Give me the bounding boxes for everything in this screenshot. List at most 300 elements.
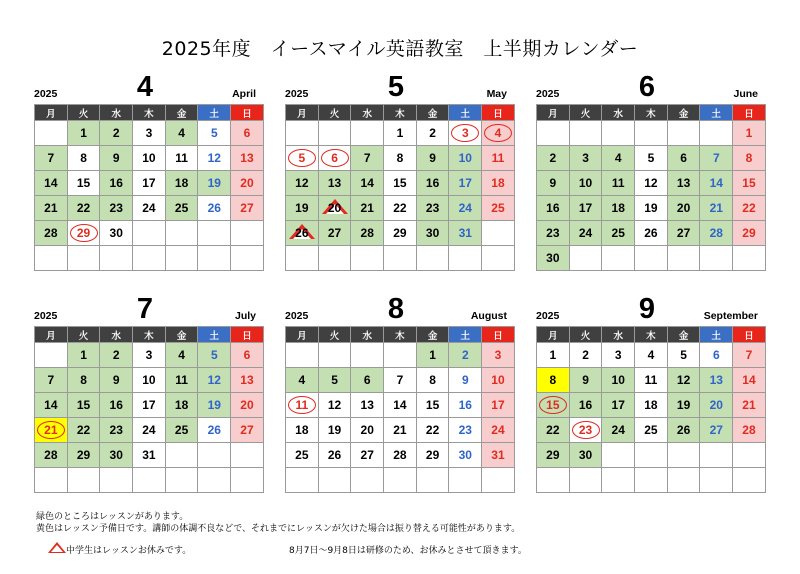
day-number: 20 xyxy=(240,398,254,412)
day-cell xyxy=(700,343,733,368)
day-number: 10 xyxy=(491,373,505,387)
day-number: 20 xyxy=(327,201,342,215)
day-number: 16 xyxy=(578,398,593,412)
week-row xyxy=(35,393,264,418)
week-row xyxy=(35,418,264,443)
day-wrap xyxy=(208,151,221,165)
day-number: 7 xyxy=(363,151,371,165)
empty-cell xyxy=(35,246,68,271)
note-triangle: 中学生はレッスンお休みです。 xyxy=(66,546,192,556)
day-cell xyxy=(100,368,133,393)
day-wrap xyxy=(393,226,406,240)
empty-cell xyxy=(667,443,700,468)
empty-cell xyxy=(569,468,602,493)
day-number: 13 xyxy=(676,176,691,190)
day-wrap xyxy=(244,348,251,362)
day-number: 30 xyxy=(425,226,440,240)
week-row xyxy=(35,121,264,146)
day-wrap xyxy=(240,423,253,437)
day-wrap xyxy=(208,373,221,387)
day-number: 12 xyxy=(676,373,691,387)
day-wrap xyxy=(710,423,723,437)
day-wrap xyxy=(397,151,404,165)
day-cell xyxy=(602,221,635,246)
calendar-grid xyxy=(285,104,515,271)
day-wrap xyxy=(77,423,90,437)
empty-cell xyxy=(416,246,449,271)
weekday-header-row xyxy=(286,105,515,121)
day-number: 15 xyxy=(393,176,407,190)
triangle-icon xyxy=(48,542,66,553)
day-wrap xyxy=(612,373,625,387)
day-number: 31 xyxy=(458,226,472,240)
year-label: 2025 xyxy=(34,310,58,322)
week-row xyxy=(537,121,766,146)
day-cell xyxy=(449,418,482,443)
day-number: 12 xyxy=(327,398,342,412)
day-wrap xyxy=(612,176,625,190)
weekday-header-row xyxy=(286,327,515,343)
empty-cell xyxy=(198,221,231,246)
month-english-name: April xyxy=(232,88,256,100)
day-cell xyxy=(198,146,231,171)
weekday-label: 月 xyxy=(35,105,68,121)
empty-cell xyxy=(537,121,570,146)
day-cell xyxy=(449,368,482,393)
day-number: 8 xyxy=(429,373,436,387)
day-wrap xyxy=(113,151,120,165)
weekday-label: 火 xyxy=(569,105,602,121)
day-cell xyxy=(67,171,100,196)
circle-mark xyxy=(579,423,592,437)
day-wrap xyxy=(546,448,559,462)
day-cell xyxy=(537,393,570,418)
day-cell xyxy=(35,393,68,418)
day-cell xyxy=(733,171,766,196)
week-row xyxy=(286,443,515,468)
day-number: 6 xyxy=(331,151,338,165)
day-number: 10 xyxy=(142,373,156,387)
calendar-grid xyxy=(536,104,766,271)
day-cell xyxy=(351,221,384,246)
day-cell xyxy=(351,196,384,221)
day-number: 10 xyxy=(611,373,625,387)
weekday-label: 水 xyxy=(602,105,635,121)
month-number: 9 xyxy=(638,293,656,325)
empty-cell xyxy=(733,468,766,493)
week-row xyxy=(286,393,515,418)
week-row xyxy=(537,418,766,443)
day-wrap xyxy=(175,423,188,437)
day-number: 27 xyxy=(240,423,254,437)
week-row xyxy=(286,468,515,493)
day-number: 9 xyxy=(112,151,120,165)
day-wrap xyxy=(361,201,374,215)
day-cell xyxy=(733,221,766,246)
day-number: 28 xyxy=(44,448,58,462)
day-wrap xyxy=(459,151,472,165)
day-cell xyxy=(416,343,449,368)
circle-mark xyxy=(77,226,90,240)
day-wrap xyxy=(208,423,221,437)
day-wrap xyxy=(462,348,469,362)
day-cell xyxy=(700,368,733,393)
day-number: 30 xyxy=(109,448,123,462)
day-wrap xyxy=(328,423,341,437)
day-cell xyxy=(635,146,668,171)
month-header xyxy=(34,293,256,326)
month-header xyxy=(285,71,507,104)
day-cell xyxy=(700,418,733,443)
week-row xyxy=(286,246,515,271)
empty-cell xyxy=(351,246,384,271)
day-wrap xyxy=(742,398,755,412)
day-wrap xyxy=(550,151,557,165)
empty-cell xyxy=(231,246,264,271)
day-cell xyxy=(198,418,231,443)
day-number: 5 xyxy=(210,126,218,140)
empty-cell xyxy=(569,246,602,271)
circle-mark xyxy=(495,126,502,140)
day-cell xyxy=(635,221,668,246)
day-cell xyxy=(569,196,602,221)
empty-cell xyxy=(384,343,417,368)
day-wrap xyxy=(550,373,557,387)
day-wrap xyxy=(546,251,559,265)
day-number: 22 xyxy=(76,201,91,215)
weekday-label: 木 xyxy=(635,105,668,121)
day-cell xyxy=(416,121,449,146)
day-cell xyxy=(416,171,449,196)
day-cell xyxy=(165,343,198,368)
day-wrap xyxy=(742,201,755,215)
day-wrap xyxy=(579,398,592,412)
day-cell xyxy=(667,368,700,393)
calendar-grid xyxy=(34,104,264,271)
day-cell xyxy=(569,343,602,368)
day-number: 3 xyxy=(614,348,622,362)
day-number: 5 xyxy=(210,348,218,362)
day-cell xyxy=(286,443,319,468)
day-wrap xyxy=(211,126,218,140)
day-wrap xyxy=(240,201,253,215)
day-number: 4 xyxy=(178,126,185,140)
day-wrap xyxy=(110,423,123,437)
day-number: 13 xyxy=(240,373,254,387)
weekday-label: 水 xyxy=(351,105,384,121)
day-number: 24 xyxy=(458,201,472,215)
day-number: 3 xyxy=(461,126,469,140)
month-english-name: May xyxy=(486,88,507,100)
day-number: 28 xyxy=(742,423,756,437)
day-number: 10 xyxy=(578,176,593,190)
day-wrap xyxy=(648,348,655,362)
day-number: 29 xyxy=(742,226,756,240)
day-wrap xyxy=(361,423,374,437)
day-cell xyxy=(100,171,133,196)
empty-cell xyxy=(449,468,482,493)
empty-cell xyxy=(133,468,166,493)
year-label: 2025 xyxy=(285,310,309,322)
day-number: 26 xyxy=(644,226,658,240)
day-cell xyxy=(482,418,515,443)
day-number: 23 xyxy=(578,423,593,437)
day-number: 4 xyxy=(614,151,622,165)
day-cell xyxy=(602,171,635,196)
day-wrap xyxy=(612,226,625,240)
day-wrap xyxy=(175,176,188,190)
day-cell xyxy=(318,196,351,221)
day-wrap xyxy=(491,176,504,190)
note-green: 緑色のところはレッスンがあります。 xyxy=(36,512,189,522)
week-row xyxy=(35,468,264,493)
day-number: 15 xyxy=(742,176,756,190)
day-wrap xyxy=(644,201,657,215)
day-cell xyxy=(667,196,700,221)
day-wrap xyxy=(80,373,87,387)
circle-mark xyxy=(299,151,306,165)
day-number: 26 xyxy=(327,448,342,462)
day-cell xyxy=(67,221,100,246)
week-row xyxy=(537,343,766,368)
day-cell xyxy=(537,246,570,271)
day-wrap xyxy=(48,151,55,165)
day-wrap xyxy=(746,348,753,362)
day-cell xyxy=(416,393,449,418)
day-wrap xyxy=(459,423,472,437)
day-cell xyxy=(67,121,100,146)
day-number: 25 xyxy=(644,423,658,437)
day-wrap xyxy=(178,348,185,362)
day-number: 8 xyxy=(549,373,557,387)
empty-cell xyxy=(384,246,417,271)
empty-cell xyxy=(286,246,319,271)
day-number: 7 xyxy=(47,373,55,387)
day-number: 14 xyxy=(360,176,374,190)
day-wrap xyxy=(677,201,690,215)
weekday-label: 火 xyxy=(318,327,351,343)
day-wrap xyxy=(491,373,504,387)
day-cell xyxy=(198,171,231,196)
day-wrap xyxy=(429,348,436,362)
day-wrap xyxy=(178,126,185,140)
day-number: 19 xyxy=(295,201,309,215)
day-cell xyxy=(133,343,166,368)
day-wrap xyxy=(746,126,753,140)
day-number: 8 xyxy=(80,151,87,165)
day-wrap xyxy=(680,348,687,362)
day-wrap xyxy=(328,448,341,462)
day-cell xyxy=(416,146,449,171)
day-wrap xyxy=(146,348,153,362)
day-number: 5 xyxy=(331,373,338,387)
day-wrap xyxy=(615,348,622,362)
day-cell xyxy=(449,146,482,171)
day-number: 19 xyxy=(644,201,658,215)
week-row xyxy=(286,171,515,196)
day-wrap xyxy=(142,398,155,412)
day-number: 16 xyxy=(109,398,123,412)
day-wrap xyxy=(146,126,153,140)
day-cell xyxy=(416,418,449,443)
day-wrap xyxy=(110,448,123,462)
empty-cell xyxy=(318,343,351,368)
empty-cell xyxy=(384,468,417,493)
week-row xyxy=(35,246,264,271)
day-number: 14 xyxy=(393,398,407,412)
day-wrap xyxy=(142,201,155,215)
day-cell xyxy=(165,121,198,146)
day-number: 12 xyxy=(644,176,658,190)
day-cell xyxy=(667,221,700,246)
day-cell xyxy=(569,418,602,443)
empty-cell xyxy=(231,443,264,468)
day-wrap xyxy=(397,373,404,387)
day-number: 29 xyxy=(76,226,91,240)
weekday-label: 金 xyxy=(416,327,449,343)
day-cell xyxy=(449,121,482,146)
day-number: 27 xyxy=(327,226,342,240)
day-wrap xyxy=(550,176,557,190)
day-cell xyxy=(318,418,351,443)
day-wrap xyxy=(426,398,439,412)
empty-cell xyxy=(482,468,515,493)
week-row xyxy=(35,368,264,393)
empty-cell xyxy=(133,246,166,271)
day-cell xyxy=(318,368,351,393)
day-number: 17 xyxy=(142,398,156,412)
day-wrap xyxy=(459,176,472,190)
day-cell xyxy=(635,171,668,196)
day-cell xyxy=(35,368,68,393)
day-number: 11 xyxy=(611,176,625,190)
day-cell xyxy=(635,393,668,418)
day-cell xyxy=(700,393,733,418)
day-wrap xyxy=(44,226,57,240)
empty-cell xyxy=(100,468,133,493)
day-wrap xyxy=(710,373,723,387)
day-cell xyxy=(165,393,198,418)
day-wrap xyxy=(142,448,155,462)
weekday-label: 土 xyxy=(198,327,231,343)
day-wrap xyxy=(612,423,625,437)
weekday-label: 日 xyxy=(482,327,515,343)
day-cell xyxy=(537,196,570,221)
day-wrap xyxy=(612,398,625,412)
day-cell xyxy=(569,171,602,196)
weekday-label: 火 xyxy=(318,105,351,121)
empty-cell xyxy=(67,246,100,271)
day-cell xyxy=(67,368,100,393)
weekday-label: 木 xyxy=(384,327,417,343)
day-number: 4 xyxy=(178,348,185,362)
day-cell xyxy=(384,443,417,468)
day-wrap xyxy=(742,226,755,240)
day-cell xyxy=(537,368,570,393)
day-cell xyxy=(67,146,100,171)
day-number: 14 xyxy=(742,373,756,387)
day-number: 25 xyxy=(491,201,505,215)
day-number: 22 xyxy=(76,423,91,437)
circle-mark xyxy=(296,398,309,412)
day-number: 21 xyxy=(360,201,374,215)
day-cell xyxy=(100,443,133,468)
day-number: 30 xyxy=(458,448,472,462)
day-wrap xyxy=(579,176,592,190)
month-english-name: June xyxy=(733,88,758,100)
day-wrap xyxy=(582,151,589,165)
week-row xyxy=(286,196,515,221)
day-number: 30 xyxy=(109,226,123,240)
day-cell xyxy=(67,196,100,221)
month-header xyxy=(34,71,256,104)
day-wrap xyxy=(44,398,57,412)
month-english-name: August xyxy=(470,310,507,322)
day-cell xyxy=(318,393,351,418)
day-number: 29 xyxy=(425,448,440,462)
day-wrap xyxy=(546,201,559,215)
day-wrap xyxy=(295,423,308,437)
day-wrap xyxy=(240,373,253,387)
month-number: 8 xyxy=(387,293,405,325)
empty-cell xyxy=(231,468,264,493)
day-number: 1 xyxy=(549,348,557,362)
day-cell xyxy=(133,171,166,196)
weekday-label: 日 xyxy=(231,327,264,343)
day-number: 17 xyxy=(458,176,472,190)
day-number: 5 xyxy=(298,151,306,165)
month-september xyxy=(536,293,758,493)
empty-cell xyxy=(133,221,166,246)
day-cell xyxy=(482,368,515,393)
empty-cell xyxy=(482,246,515,271)
day-cell xyxy=(133,121,166,146)
weekday-label: 火 xyxy=(67,105,100,121)
weekday-header-row xyxy=(537,105,766,121)
day-wrap xyxy=(710,398,723,412)
day-wrap xyxy=(142,176,155,190)
calendar-grid xyxy=(285,326,515,493)
day-cell xyxy=(384,171,417,196)
day-wrap xyxy=(742,373,755,387)
day-cell xyxy=(449,221,482,246)
day-number: 4 xyxy=(298,373,306,387)
day-cell xyxy=(100,146,133,171)
day-number: 26 xyxy=(676,423,691,437)
day-cell xyxy=(35,171,68,196)
day-number: 13 xyxy=(240,151,254,165)
year-label: 2025 xyxy=(285,88,309,100)
month-english-name: September xyxy=(703,310,758,322)
day-wrap xyxy=(361,448,374,462)
weekday-label: 日 xyxy=(733,327,766,343)
week-row xyxy=(35,171,264,196)
day-cell xyxy=(67,393,100,418)
day-number: 20 xyxy=(240,176,254,190)
day-number: 7 xyxy=(745,348,753,362)
weekday-label: 水 xyxy=(100,327,133,343)
day-wrap xyxy=(328,176,341,190)
day-number: 21 xyxy=(44,423,58,437)
day-cell xyxy=(700,146,733,171)
day-number: 8 xyxy=(745,151,753,165)
day-number: 25 xyxy=(611,226,625,240)
day-wrap xyxy=(429,373,436,387)
empty-cell xyxy=(286,468,319,493)
day-cell xyxy=(667,171,700,196)
day-cell xyxy=(384,418,417,443)
day-cell xyxy=(537,343,570,368)
